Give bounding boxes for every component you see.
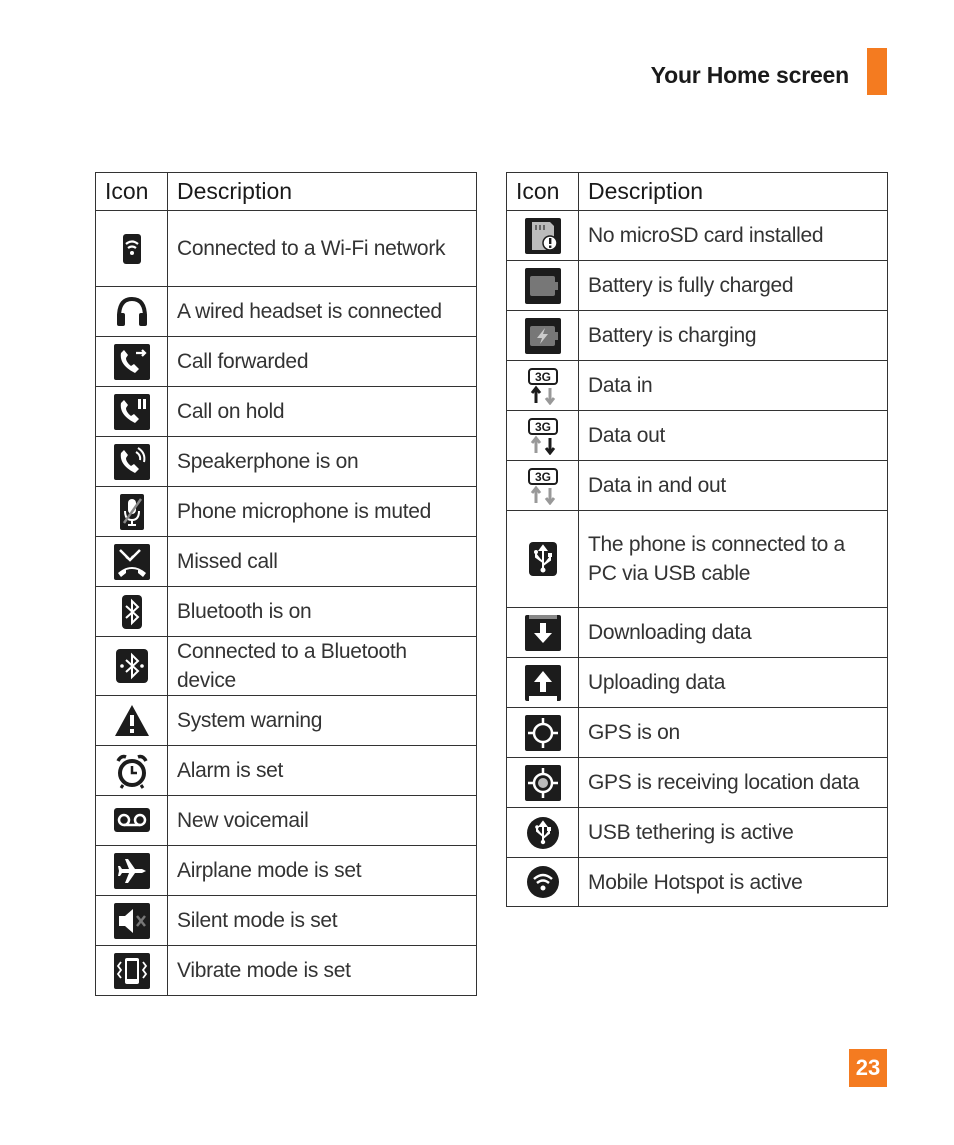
row-description: Battery is charging (579, 311, 888, 361)
row-description: Call forwarded (168, 337, 477, 387)
download-icon (524, 614, 562, 652)
3g-label: 3G (534, 419, 551, 434)
table-row (96, 211, 477, 287)
column-header-icon: Icon (507, 173, 579, 211)
table-row (507, 461, 888, 511)
row-description: A wired headset is connected (168, 287, 477, 337)
row-description: Airplane mode is set (168, 846, 477, 896)
row-description: Connected to a Bluetooth device (168, 637, 477, 696)
table-row (96, 387, 477, 437)
table-row (96, 696, 477, 746)
data-out-icon (524, 417, 562, 455)
table-row (96, 537, 477, 587)
table-row (96, 487, 477, 537)
table-header-row (96, 173, 477, 211)
row-description: Alarm is set (168, 746, 477, 796)
row-description: Data out (579, 411, 888, 461)
column-header-description: Description (579, 173, 888, 211)
usb-icon (524, 540, 562, 578)
battery-full-icon (524, 267, 562, 305)
wifi-icon (113, 230, 151, 268)
table-row (96, 337, 477, 387)
data-inout-icon (524, 467, 562, 505)
row-description: Uploading data (579, 658, 888, 708)
table-row (96, 587, 477, 637)
headset-icon (113, 293, 151, 331)
row-description: New voicemail (168, 796, 477, 846)
table-row (507, 211, 888, 261)
row-description: Speakerphone is on (168, 437, 477, 487)
right-icon-table (506, 172, 888, 907)
column-header-description: Description (168, 173, 477, 211)
data-in-icon (524, 367, 562, 405)
row-description: Vibrate mode is set (168, 946, 477, 996)
table-row (96, 287, 477, 337)
table-row (96, 437, 477, 487)
table-row (96, 846, 477, 896)
table-row (96, 637, 477, 696)
row-description: Data in (579, 361, 888, 411)
upload-icon (524, 664, 562, 702)
alarm-icon (113, 752, 151, 790)
voicemail-icon (113, 802, 151, 840)
row-description: System warning (168, 696, 477, 746)
row-description: Call on hold (168, 387, 477, 437)
table-row (507, 858, 888, 907)
usb-tethering-icon (524, 814, 562, 852)
gps-on-icon (524, 714, 562, 752)
table-header-row (507, 173, 888, 211)
airplane-icon (113, 852, 151, 890)
page-number: 23 (849, 1049, 887, 1087)
table-row (507, 411, 888, 461)
bluetooth-icon (113, 593, 151, 631)
table-row (507, 511, 888, 608)
table-row (96, 946, 477, 996)
no-sdcard-icon (524, 217, 562, 255)
row-description: GPS is receiving location data (579, 758, 888, 808)
row-description: GPS is on (579, 708, 888, 758)
row-description: Bluetooth is on (168, 587, 477, 637)
page-header-title: Your Home screen (650, 62, 849, 88)
bluetooth-connected-icon (113, 647, 151, 685)
table-row (507, 808, 888, 858)
row-description: Silent mode is set (168, 896, 477, 946)
row-description: Downloading data (579, 608, 888, 658)
row-description: Battery is fully charged (579, 261, 888, 311)
row-description: Mobile Hotspot is active (579, 858, 888, 907)
row-description: Data in and out (579, 461, 888, 511)
table-row (507, 311, 888, 361)
table-row (507, 758, 888, 808)
header-accent-tab (867, 48, 887, 95)
silent-icon (113, 902, 151, 940)
table-row (96, 896, 477, 946)
3g-label: 3G (534, 469, 551, 484)
table-row (507, 658, 888, 708)
row-description: USB tethering is active (579, 808, 888, 858)
row-description: The phone is connected to a PC via USB cable (579, 511, 888, 608)
battery-charging-icon (524, 317, 562, 355)
gps-receiving-icon (524, 764, 562, 802)
table-row (507, 608, 888, 658)
table-row (96, 746, 477, 796)
table-row (507, 708, 888, 758)
call-hold-icon (113, 393, 151, 431)
mic-muted-icon (113, 493, 151, 531)
missed-call-icon (113, 543, 151, 581)
row-description: Missed call (168, 537, 477, 587)
row-description: No microSD card installed (579, 211, 888, 261)
vibrate-icon (113, 952, 151, 990)
column-header-icon: Icon (96, 173, 168, 211)
warning-icon (113, 702, 151, 740)
hotspot-icon (524, 863, 562, 901)
row-description: Phone microphone is muted (168, 487, 477, 537)
table-row (96, 796, 477, 846)
table-row (507, 361, 888, 411)
left-icon-table (95, 172, 477, 996)
table-row (507, 261, 888, 311)
speakerphone-icon (113, 443, 151, 481)
row-description: Connected to a Wi-Fi network (168, 211, 477, 287)
call-forwarded-icon (113, 343, 151, 381)
3g-label: 3G (534, 369, 551, 384)
